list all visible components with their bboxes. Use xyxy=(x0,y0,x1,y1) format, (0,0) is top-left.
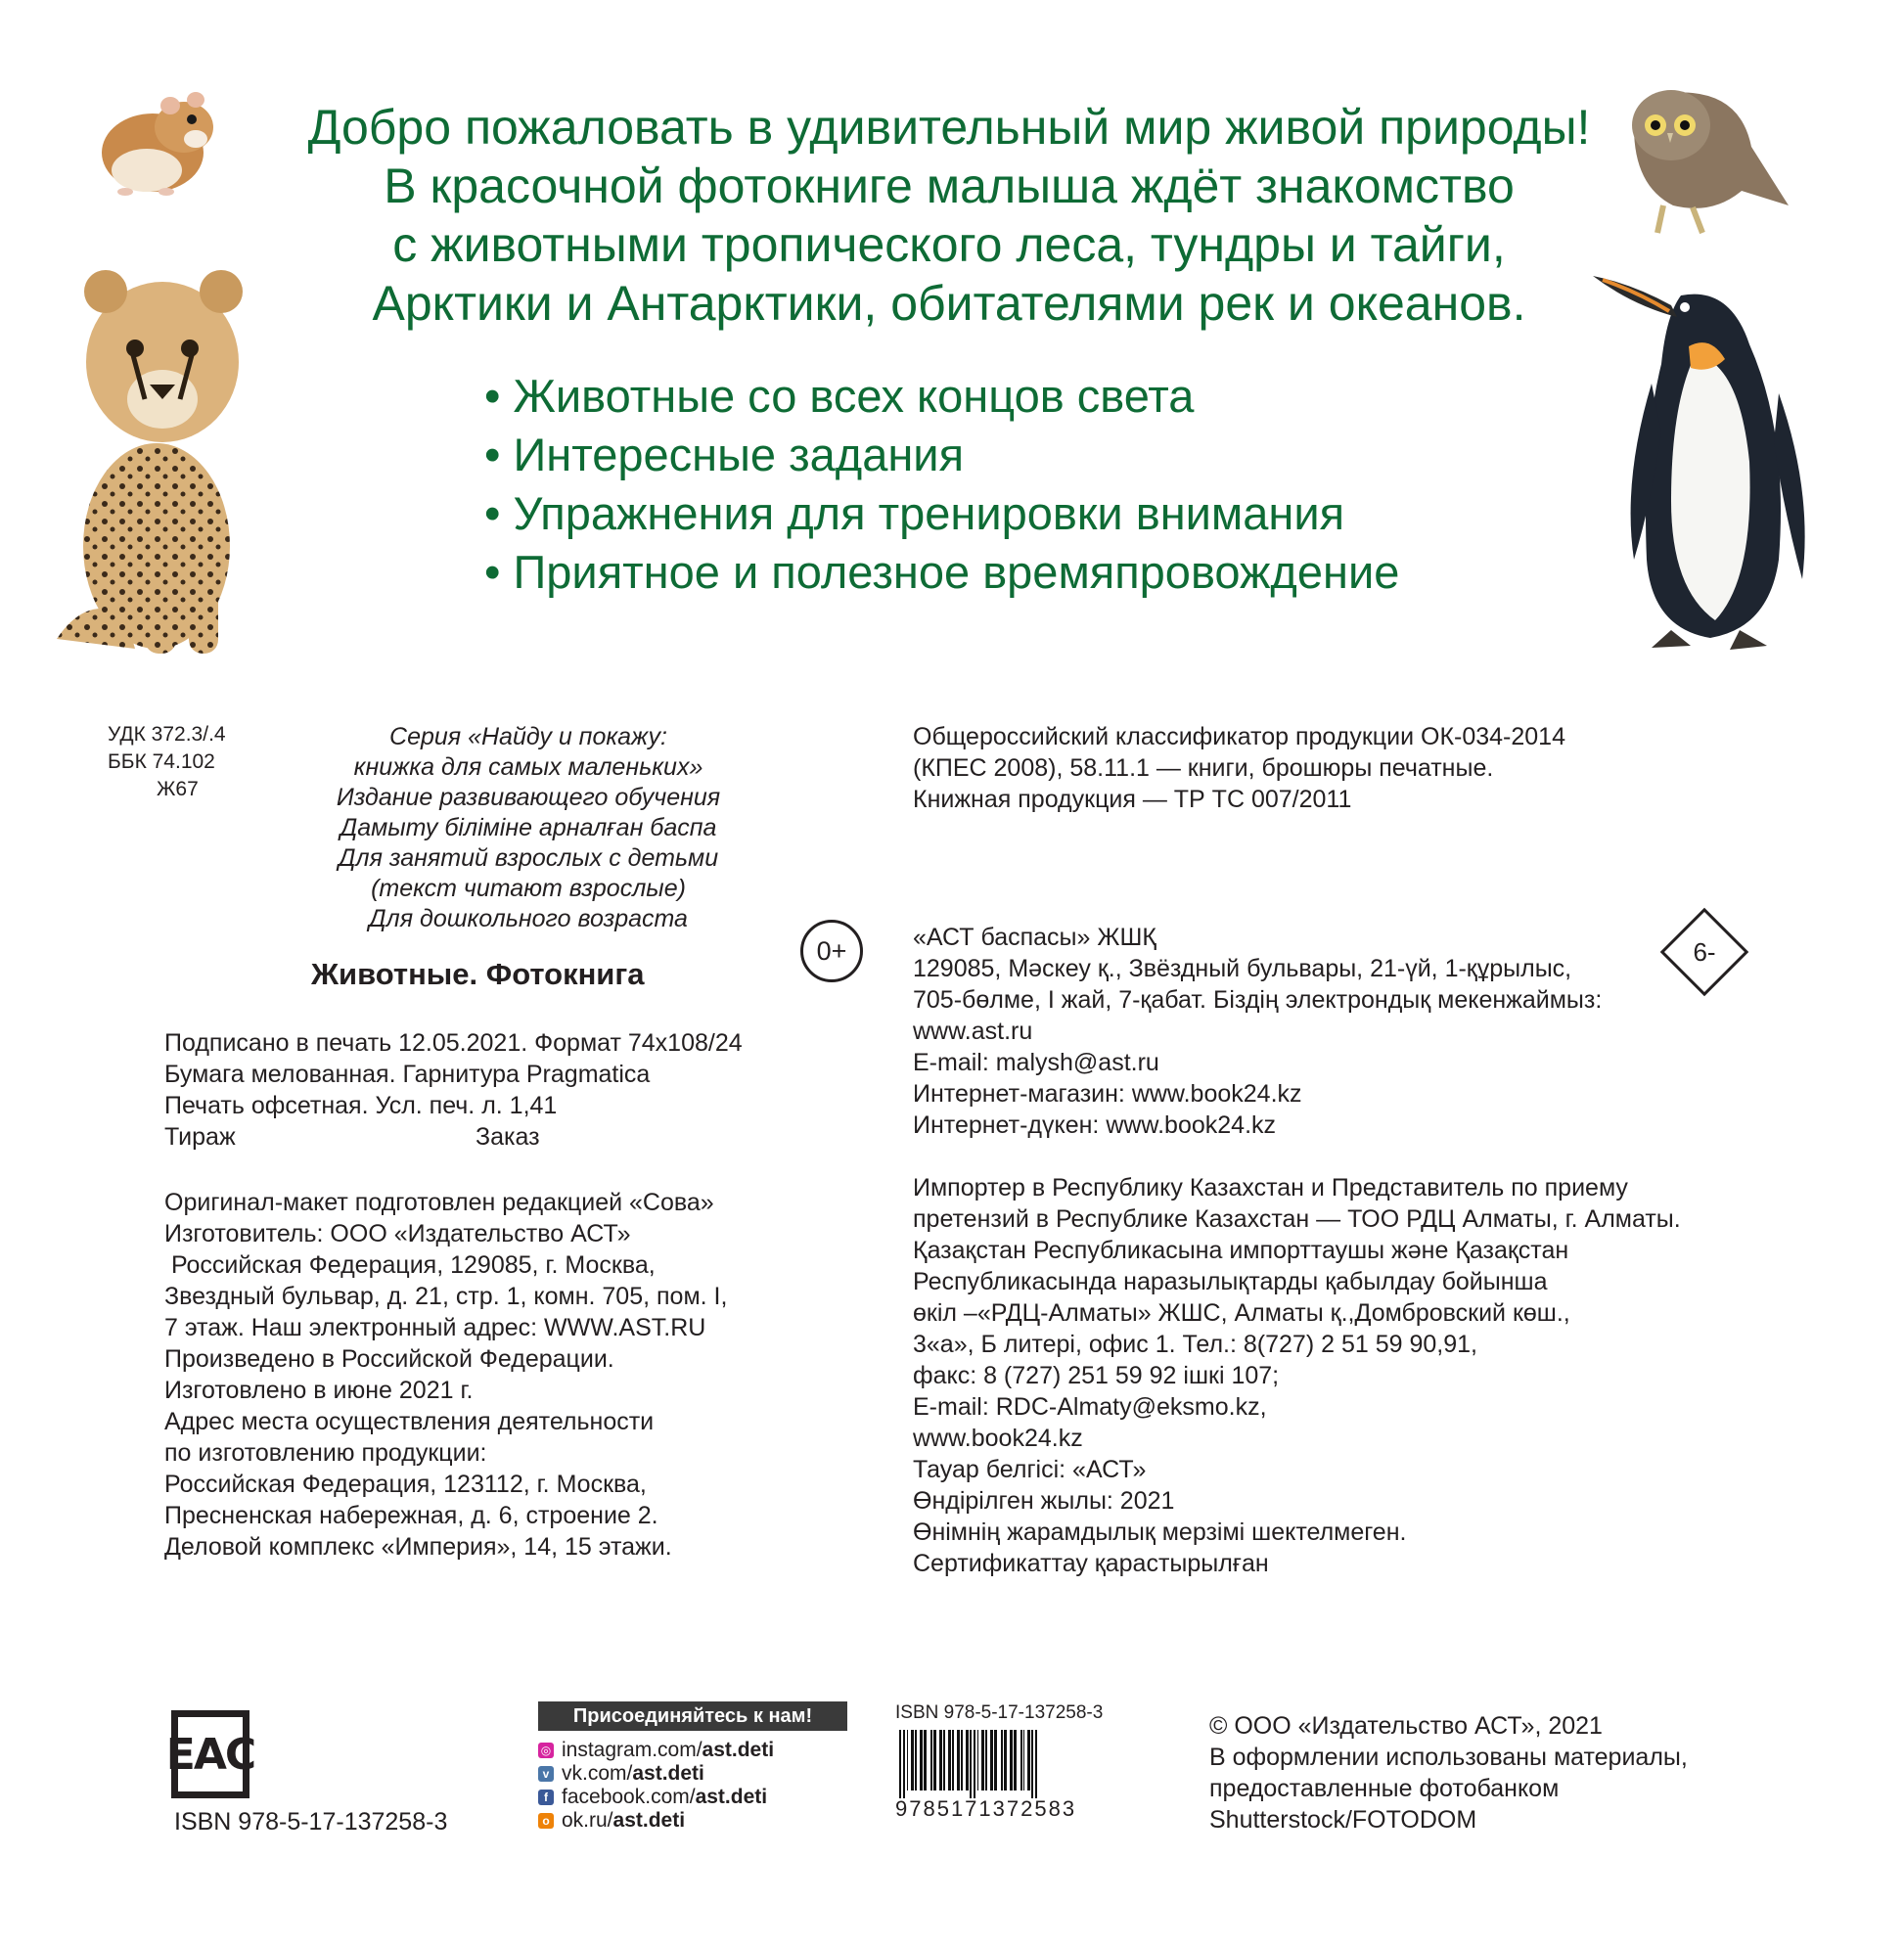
classifier-line: Общероссийский классификатор продукции ОК-034-2014 xyxy=(913,723,1565,750)
series-line: книжка для самых маленьких» xyxy=(353,753,703,781)
feature-item: • Упражнения для тренировки внимания xyxy=(484,484,1399,543)
importer-line: Өндірілген жылы: 2021 xyxy=(913,1487,1175,1515)
importer-line: факс: 8 (727) 251 59 92 ішкі 107; xyxy=(913,1362,1280,1389)
manufacturer-line: Адрес места осуществления деятельности xyxy=(164,1408,655,1435)
barcode-block xyxy=(895,1702,1130,1822)
series-line: Для занятий взрослых с детьми xyxy=(338,844,719,872)
cheetah-cub-image xyxy=(47,252,257,658)
classifier-line: (КПЕС 2008), 58.11.1 — книги, брошюры печатные. xyxy=(913,754,1494,782)
importer-line: 3«а», Б литері, офис 1. Тел.: 8(727) 2 51 59 90,91, xyxy=(913,1331,1477,1358)
barcode-bar xyxy=(1004,1730,1007,1790)
manufacturer-line: Звездный бульвар, д. 21, стр. 1, комн. 705, пом. I, xyxy=(164,1283,728,1310)
barcode-bar xyxy=(952,1730,954,1790)
barcode-bar xyxy=(907,1730,908,1790)
series-line: Дамыту біліміне арналған баспа xyxy=(340,814,717,841)
kz-publisher-line: «АСТ баспасы» ЖШҚ xyxy=(913,924,1156,951)
barcode-bar xyxy=(1010,1730,1013,1790)
importer-line: претензий в Республике Казахстан — ТОО РДЦ Алматы, г. Алматы. xyxy=(913,1205,1681,1233)
series-line: (текст читают взрослые) xyxy=(371,875,686,902)
intro-line: с животными тропического леса, тундры и тайги, xyxy=(392,217,1506,272)
social-handle: ast.deti xyxy=(612,1809,686,1832)
manufacturer-line: Деловой комплекс «Империя», 14, 15 этажи. xyxy=(164,1533,672,1561)
print-run-row xyxy=(164,1121,743,1153)
barcode-guard-bar xyxy=(974,1730,975,1798)
barcode-bar xyxy=(1001,1730,1003,1790)
kz-publisher-line: Интернет-магазин: www.book24.kz xyxy=(913,1080,1302,1108)
social-handle: ast.deti xyxy=(632,1762,704,1785)
barcode-bar xyxy=(933,1730,936,1790)
series-line: Издание развивающего обучения xyxy=(336,784,721,811)
importer-line: Өнімнің жарамдылық мерзімі шектелмеген. xyxy=(913,1518,1407,1546)
social-prefix: vk.com/ xyxy=(562,1762,633,1785)
classifier-line: Книжная продукция — ТР ТС 007/2011 xyxy=(913,786,1352,813)
feature-item: • Приятное и полезное времяпровождение xyxy=(484,543,1399,602)
importer-line: Қазақстан Республикасына импорттаушы және Қазақстан xyxy=(913,1237,1569,1264)
print-info-line: Печать офсетная. Усл. печ. л. 1,41 xyxy=(164,1092,558,1119)
ok-icon: o xyxy=(538,1813,554,1829)
print-info-line: Бумага мелованная. Гарнитура Pragmatica xyxy=(164,1061,651,1088)
barcode-bar xyxy=(1027,1730,1030,1790)
manufacturer-line: Изготовлено в июне 2021 г. xyxy=(164,1377,474,1404)
instagram-icon: ◎ xyxy=(538,1743,554,1758)
manufacturer-line: Оригинал-макет подготовлен редакцией «Сова» xyxy=(164,1189,714,1216)
importer-line: Импортер в Республику Казахстан и Представитель по приему xyxy=(913,1174,1628,1201)
order-label: Заказ xyxy=(476,1123,540,1151)
age-rating-label: 0+ xyxy=(816,935,847,966)
feature-item: • Животные со всех концов света xyxy=(484,367,1399,426)
print-info-line: Подписано в печать 12.05.2021. Формат 74x108/24 xyxy=(164,1029,743,1057)
barcode-bar xyxy=(990,1730,993,1790)
barcode-bar xyxy=(977,1730,978,1790)
age-rating-kz-badge xyxy=(1662,910,1746,994)
social-handle: ast.deti xyxy=(695,1786,768,1808)
barcode-guard-bar xyxy=(1031,1730,1033,1798)
manufacturer-line: Российская Федерация, 129085, г. Москва, xyxy=(164,1251,656,1279)
vk-icon: v xyxy=(538,1766,554,1782)
copyright-line: В оформлении использованы материалы, xyxy=(1209,1744,1688,1771)
copyright-info xyxy=(1209,1710,1688,1836)
owl-image xyxy=(1595,68,1791,240)
kz-publisher-line: www.ast.ru xyxy=(913,1018,1033,1045)
copyright-line: © ООО «Издательство АСТ», 2021 xyxy=(1209,1712,1603,1740)
barcode-bar xyxy=(1014,1730,1017,1790)
print-info xyxy=(164,1027,743,1153)
feature-item: • Интересные задания xyxy=(484,426,1399,484)
barcode-guard-bar xyxy=(899,1730,901,1798)
importer-line: E-mail: RDC-Almaty@eksmo.kz, xyxy=(913,1393,1267,1421)
kz-publisher-info xyxy=(913,922,1602,1141)
importer-line: www.book24.kz xyxy=(913,1425,1083,1452)
manufacturer-line: Изготовитель: ООО «Издательство АСТ» xyxy=(164,1220,631,1247)
social-link-instagram[interactable] xyxy=(538,1739,847,1762)
social-heading: Присоединяйтесь к нам! xyxy=(538,1701,847,1731)
manufacturer-line: по изготовлению продукции: xyxy=(164,1439,487,1467)
barcode-bar xyxy=(1020,1730,1022,1790)
barcode-bar xyxy=(985,1730,987,1790)
barcode-icon xyxy=(895,1730,1130,1800)
series-info xyxy=(284,722,773,934)
barcode-bar xyxy=(920,1730,923,1790)
barcode-bar xyxy=(981,1730,984,1790)
importer-line: Сертификаттау қарастырылған xyxy=(913,1550,1269,1577)
social-link-vk[interactable] xyxy=(538,1762,847,1786)
copyright-line: Shutterstock/FOTODOM xyxy=(1209,1806,1477,1834)
copyright-line: предоставленные фотобанком xyxy=(1209,1775,1560,1802)
series-line: Серия «Найду и покажу: xyxy=(389,723,667,750)
facebook-icon: f xyxy=(538,1790,554,1805)
barcode-guard-bar xyxy=(970,1730,972,1798)
penguin-image xyxy=(1593,266,1828,653)
intro-line: Арктики и Антарктики, обитателями рек и океанов. xyxy=(372,276,1526,331)
udk-code: УДК 372.3/.4 xyxy=(108,723,226,746)
age-rating-badge xyxy=(800,920,863,982)
manufacturer-line: Российская Федерация, 123112, г. Москва, xyxy=(164,1471,647,1498)
author-mark: Ж67 xyxy=(157,778,199,800)
manufacturer-line: Произведено в Российской Федерации. xyxy=(164,1345,614,1373)
classification-codes xyxy=(108,721,226,803)
social-prefix: facebook.com/ xyxy=(562,1786,696,1808)
series-line: Для дошкольного возраста xyxy=(369,905,688,932)
barcode-bar xyxy=(994,1730,997,1790)
manufacturer-info xyxy=(164,1187,727,1563)
kz-publisher-line: 705-бөлме, I жай, 7-қабат. Біздің электрондық мекенжаймыз: xyxy=(913,986,1603,1014)
barcode-bar xyxy=(948,1730,951,1790)
barcode-bar xyxy=(943,1730,945,1790)
importer-line: Тауар белгісі: «АСТ» xyxy=(913,1456,1147,1483)
social-prefix: instagram.com/ xyxy=(562,1739,703,1761)
kz-publisher-line: E-mail: malysh@ast.ru xyxy=(913,1049,1159,1076)
barcode-bar xyxy=(911,1730,914,1790)
isbn-left: ISBN 978-5-17-137258-3 xyxy=(174,1808,448,1836)
intro-text xyxy=(274,98,1624,333)
barcode-bar xyxy=(915,1730,917,1790)
barcode-guard-bar xyxy=(903,1730,905,1798)
social-link-facebook[interactable] xyxy=(538,1786,847,1809)
importer-info xyxy=(913,1172,1681,1579)
barcode-bar xyxy=(961,1730,963,1790)
barcode-isbn: ISBN 978-5-17-137258-3 xyxy=(895,1702,1104,1723)
barcode-bar xyxy=(924,1730,927,1790)
barcode-bar xyxy=(1023,1730,1024,1790)
manufacturer-line: Пресненская набережная, д. 6, строение 2. xyxy=(164,1502,658,1529)
social-handle: ast.deti xyxy=(702,1739,775,1761)
social-prefix: ok.ru/ xyxy=(562,1809,613,1832)
kz-publisher-line: 129085, Мәскеу қ., Звёздный бульвары, 21-үй, 1-құрылыс, xyxy=(913,955,1572,982)
social-links xyxy=(538,1701,847,1833)
print-run-label: Тираж xyxy=(164,1123,236,1151)
kz-publisher-line: Интернет-дүкен: www.book24.kz xyxy=(913,1111,1277,1139)
barcode-bar xyxy=(939,1730,942,1790)
book-title: Животные. Фотокнига xyxy=(311,957,645,991)
intro-line: В красочной фотокниге малыша ждёт знакомство xyxy=(384,159,1515,213)
product-classifier xyxy=(913,721,1565,815)
importer-line: өкіл –«РДЦ-Алматы» ЖШС, Алматы қ.,Домбровский көш., xyxy=(913,1299,1570,1327)
barcode-bar xyxy=(957,1730,960,1790)
age-rating-kz-label: 6- xyxy=(1693,936,1716,967)
social-link-ok[interactable] xyxy=(538,1809,847,1833)
manufacturer-line: 7 этаж. Наш электронный адрес: WWW.AST.RU xyxy=(164,1314,706,1341)
intro-line: Добро пожаловать в удивительный мир живой природы! xyxy=(307,100,1591,155)
barcode-digits: 9785171372583 xyxy=(895,1796,1077,1821)
barcode-bar xyxy=(966,1730,969,1790)
bbk-code: ББК 74.102 xyxy=(108,750,215,773)
barcode-bar xyxy=(930,1730,932,1790)
barcode-guard-bar xyxy=(1035,1730,1037,1798)
hamster-image xyxy=(86,76,223,204)
importer-line: Республикасында наразылықтарды қабылдау бойынша xyxy=(913,1268,1548,1295)
feature-list xyxy=(484,367,1399,602)
eac-mark-icon: EAC xyxy=(171,1710,249,1798)
